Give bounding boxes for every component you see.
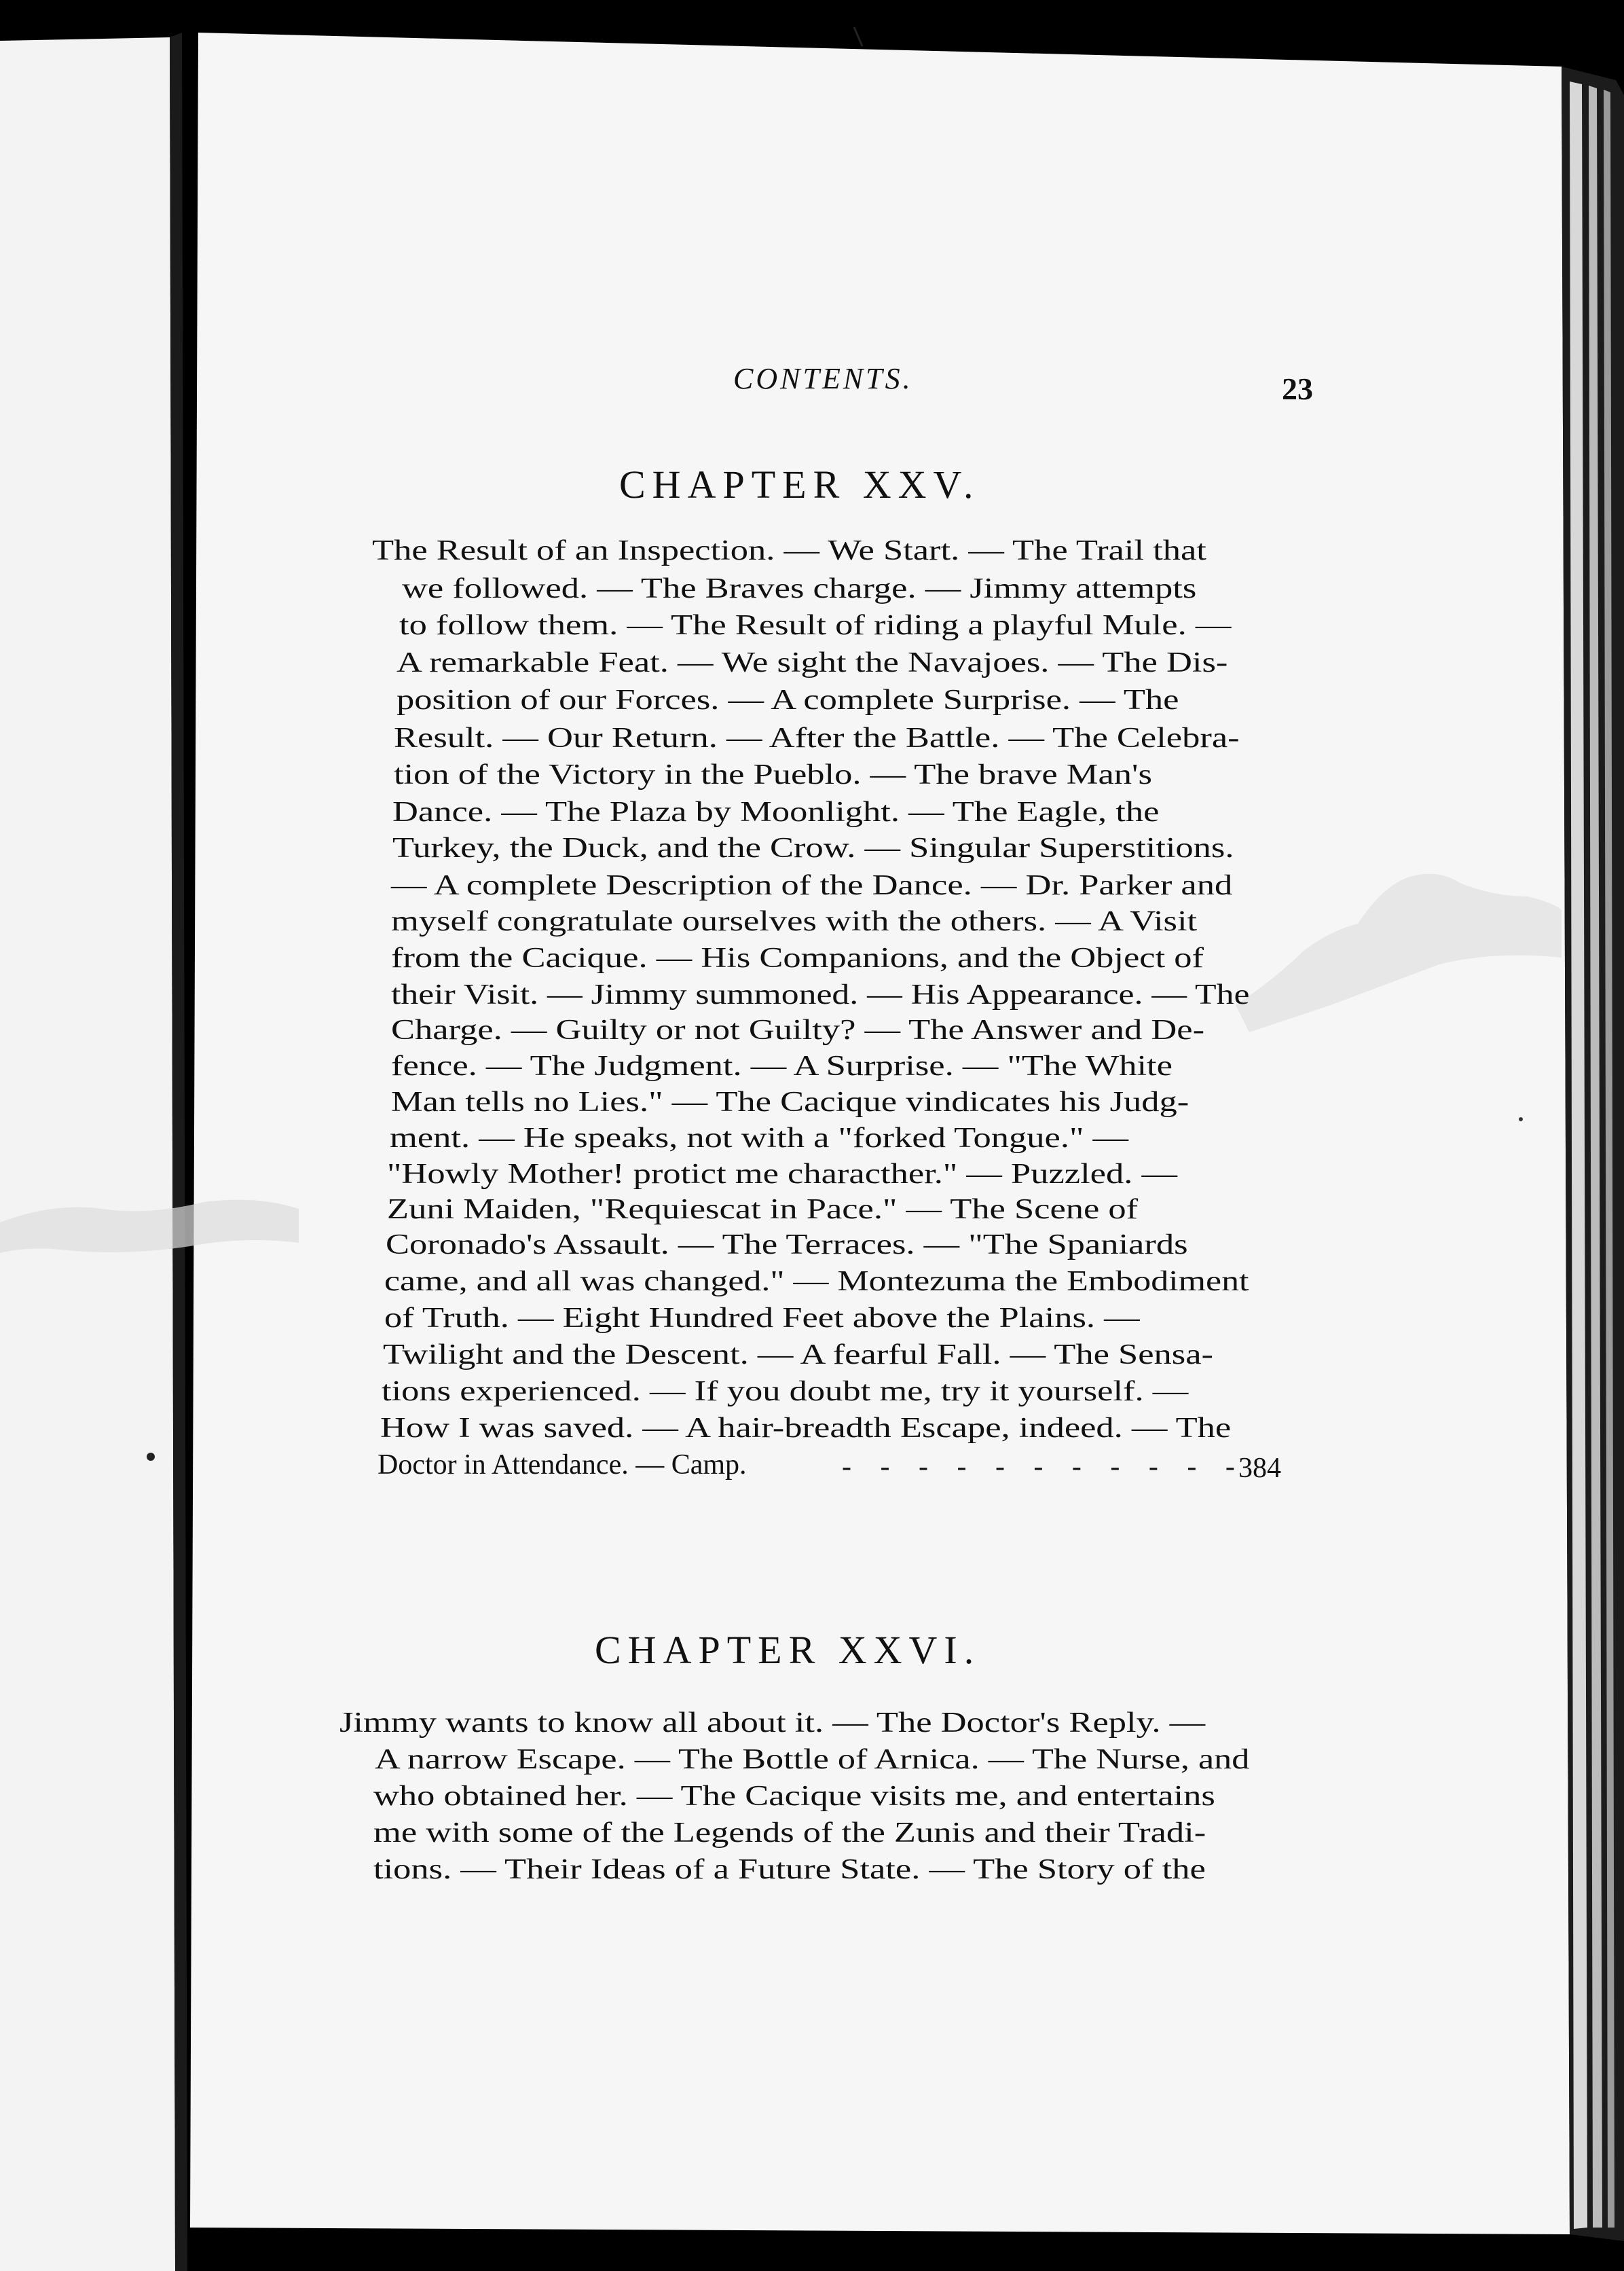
toc-line: ment. — He speaks, not with a "forked Tongue." — — [390, 1123, 1129, 1154]
toc-line: Charge. — Guilty or not Guilty? — The Answer and De- — [391, 1015, 1205, 1046]
toc-line: Twilight and the Descent. — A fearful Fall. — The Sensa- — [383, 1339, 1214, 1370]
toc-line: Coronado's Assault. — The Terraces. — "The Spaniards — [386, 1229, 1188, 1260]
toc-line: fence. — The Judgment. — A Surprise. — "The White — [391, 1051, 1173, 1082]
toc-line: Result. — Our Return. — After the Battle. — The Celebra- — [394, 723, 1240, 754]
toc-line: position of our Forces. — A complete Surprise. — The — [396, 685, 1179, 716]
toc-line: A remarkable Feat. — We sight the Navajoes. — The Dis- — [396, 647, 1228, 678]
toc-line: Doctor in Attendance. — Camp. — [377, 1449, 747, 1480]
running-head: CONTENTS. — [733, 362, 913, 395]
toc-line: from the Cacique. — His Companions, and the Object of — [391, 943, 1204, 974]
chapter-heading-xxvi: CHAPTER XXVI. — [595, 1628, 981, 1672]
dot-leader: - - - - - - - - - - - — [842, 1451, 1246, 1483]
page-number: 23 — [1282, 371, 1313, 406]
toc-line: tions. — Their Ideas of a Future State. — The Story of the — [373, 1854, 1206, 1885]
toc-line: came, and all was changed." — Montezuma the Embodiment — [384, 1266, 1249, 1297]
toc-line: myself congratulate ourselves with the others. — A Visit — [391, 906, 1198, 937]
chapter-heading-xxv: CHAPTER XXV. — [619, 462, 980, 507]
toc-line: Dance. — The Plaza by Moonlight. — The Eagle, the — [392, 797, 1160, 828]
toc-line: — A complete Description of the Dance. — Dr. Parker and — [391, 870, 1233, 901]
toc-line: The Result of an Inspection. — We Start. — The Trail that — [372, 535, 1206, 566]
toc-line: to follow them. — The Result of riding a playful Mule. — — [399, 610, 1232, 641]
toc-line: Turkey, the Duck, and the Crow. — Singular Superstitions. — [392, 833, 1234, 864]
toc-line: me with some of the Legends of the Zunis and their Tradi- — [373, 1817, 1206, 1849]
toc-line: Zuni Maiden, "Requiescat in Pace." — The Scene of — [387, 1194, 1139, 1225]
toc-line: tion of the Victory in the Pueblo. — The brave Man's — [394, 759, 1152, 791]
toc-line: "Howly Mother! protict me characther." — Puzzled. — — [387, 1159, 1177, 1190]
toc-line: their Visit. — Jimmy summoned. — His Appearance. — The — [391, 979, 1250, 1011]
toc-line: we followed. — The Braves charge. — Jimmy attempts — [402, 573, 1197, 604]
toc-line: tions experienced. — If you doubt me, try it yourself. — — [382, 1376, 1189, 1407]
toc-line: How I was saved. — A hair-breadth Escape, indeed. — The — [380, 1413, 1232, 1444]
toc-line: Man tells no Lies." — The Cacique vindicates his Judg- — [391, 1087, 1189, 1118]
toc-page-number: 384 — [1238, 1453, 1281, 1484]
toc-line: A narrow Escape. — The Bottle of Arnica. — The Nurse, and — [375, 1744, 1250, 1775]
toc-line: Jimmy wants to know all about it. — The Doctor's Reply. — — [339, 1707, 1206, 1739]
toc-line: of Truth. — Eight Hundred Feet above the Plains. — — [384, 1303, 1140, 1334]
toc-line: who obtained her. — The Cacique visits me, and entertains — [373, 1781, 1215, 1812]
